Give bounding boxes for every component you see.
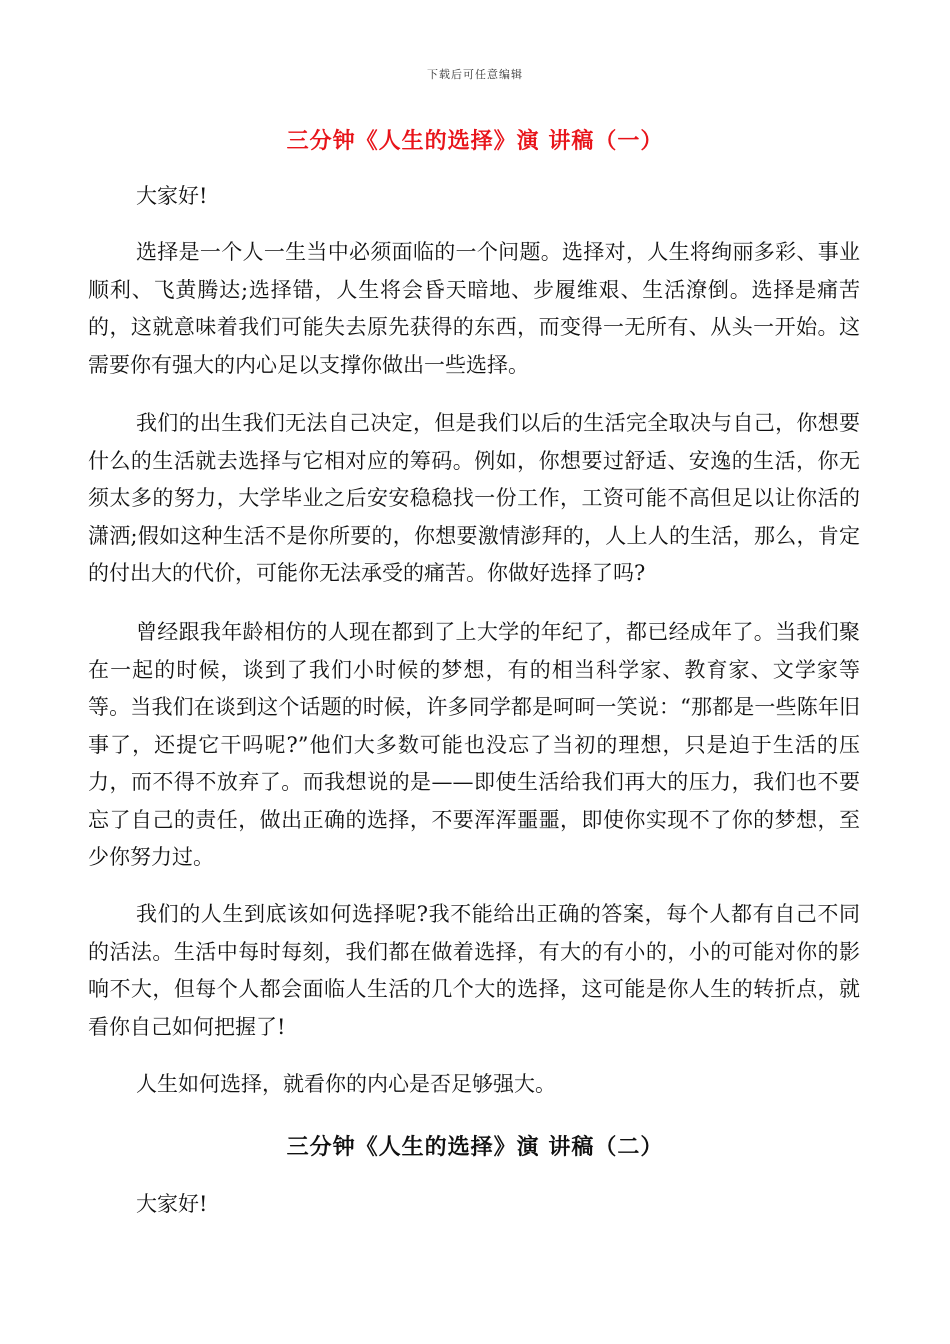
section1-paragraph-4: 我们的人生到底该如何选择呢?我不能给出正确的答案，每个人都有自己不同的活法。生活中每时每刻，我们都在做着选择，有大的有小的，小的可能对你的影响不大，但每个人都会面临人生活的几个大的选择，这可能是你人生的转折点，就看你自己如何把握了! <box>88 902 860 1039</box>
header-note: 下载后可任意编辑 <box>427 68 523 81</box>
section1-paragraph-5: 人生如何选择，就看你的内心是否足够强大。 <box>136 1072 556 1096</box>
section1-greeting: 大家好! <box>136 184 208 208</box>
section1-title: 三分钟《人生的选择》演 讲稿（一） <box>286 128 664 154</box>
section1-paragraph-1: 选择是一个人一生当中必须面临的一个问题。选择对，人生将绚丽多彩、事业顺利、飞黄腾达;选择错，人生将会昏天暗地、步履维艰、生活潦倒。选择是痛苦的，这就意味着我们可能失去原先获得的东西，而变得一无所有、从头一开始。这需要你有强大的内心足以支撑你做出一些选择。 <box>88 240 860 377</box>
section2-greeting: 大家好! <box>136 1192 208 1216</box>
section2-title: 三分钟《人生的选择》演 讲稿（二） <box>286 1134 664 1160</box>
section1-paragraph-2: 我们的出生我们无法自己决定，但是我们以后的生活完全取决与自己，你想要什么的生活就去选择与它相对应的筹码。例如，你想要过舒适、安逸的生活，你无须太多的努力，大学毕业之后安安稳稳找一份工作，工资可能不高但足以让你活的潇洒;假如这种生活不是你所要的，你想要激情澎拜的，人上人的生活，那么，肯定的付出大的代价，可能你无法承受的痛苦。你做好选择了吗? <box>88 411 860 585</box>
section1-paragraph-3: 曾经跟我年龄相仿的人现在都到了上大学的年纪了，都已经成年了。当我们聚在一起的时候，谈到了我们小时候的梦想，有的相当科学家、教育家、文学家等等。当我们在谈到这个话题的时候，许多同学都是呵呵一笑说：“那都是一些陈年旧事了，还提它干吗呢?”他们大多数可能也没忘了当初的理想，只是迫于生活的压力，而不得不放弃了。而我想说的是——即使生活给我们再大的压力，我们也不要忘了自己的责任，做出正确的选择，不要浑浑噩噩，即使你实现不了你的梦想，至少你努力过。 <box>88 620 860 869</box>
